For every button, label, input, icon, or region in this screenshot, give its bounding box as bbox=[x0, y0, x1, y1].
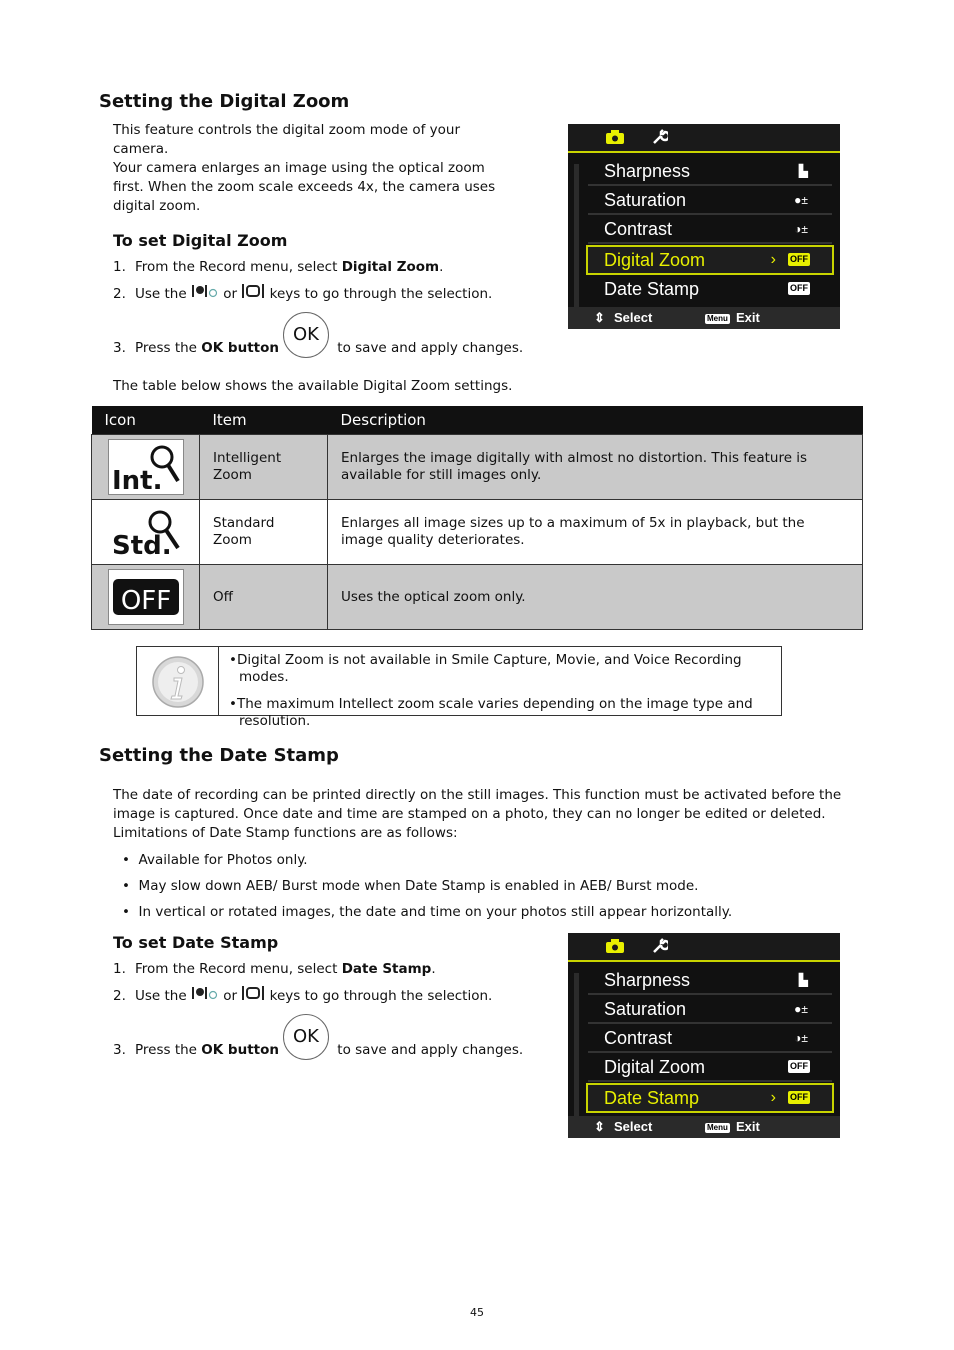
frame-key-icon bbox=[241, 986, 265, 1006]
date-step-2: 2. Use the or keys to go through the selection. bbox=[113, 988, 493, 1004]
digital-zoom-table bbox=[91, 406, 863, 630]
menu-tab-underline bbox=[568, 960, 840, 962]
off-badge: OFF bbox=[790, 1061, 808, 1071]
zoom-intro-1: This feature controls the digital zoom mode of your camera. bbox=[113, 122, 461, 157]
footer-exit-label: Exit bbox=[736, 1119, 760, 1134]
table-cell-description: Enlarges the image digitally with almost no distortion. This feature is available for still images only. bbox=[328, 435, 863, 500]
section-title-date-stamp: Setting the Date Stamp bbox=[99, 745, 339, 766]
camera-tab-icon bbox=[606, 130, 624, 144]
off-zoom-icon bbox=[108, 569, 184, 625]
ok-button-icon: OK bbox=[283, 312, 329, 358]
face-key-icon bbox=[191, 986, 219, 1006]
contrast-icon: ◑± bbox=[794, 222, 808, 236]
table-header: Icon bbox=[92, 406, 200, 435]
zoom-step-3: 3. Press the OK buttonOK to save and apply changes. bbox=[113, 312, 523, 358]
updown-arrows-icon: ⇕ bbox=[594, 1119, 605, 1134]
table-cell-item: Off bbox=[200, 565, 328, 630]
menu-footer bbox=[568, 1116, 840, 1138]
saturation-icon: ●± bbox=[794, 1002, 808, 1016]
menu-tab-bar bbox=[568, 933, 840, 961]
info-icon bbox=[151, 655, 205, 709]
menu-scrollbar bbox=[574, 973, 579, 1123]
table-cell-description: Uses the optical zoom only. bbox=[328, 565, 863, 630]
face-key-icon bbox=[191, 284, 219, 304]
off-badge: OFF bbox=[790, 283, 808, 293]
date-bullet-1: • Available for Photos only. bbox=[122, 852, 308, 868]
table-cell-item: Intelligent Zoom bbox=[200, 435, 328, 500]
zoom-step-1: 1. From the Record menu, select Digital Zoom. bbox=[113, 259, 444, 275]
wrench-tab-icon bbox=[652, 938, 668, 954]
menu-item-date-stamp: Date Stamp OFF bbox=[604, 279, 808, 299]
table-row bbox=[92, 500, 863, 565]
menu-scrollbar bbox=[574, 164, 579, 314]
table-header: Item bbox=[200, 406, 328, 435]
off-badge: OFF bbox=[790, 254, 808, 264]
sharpness-icon: ▙ bbox=[798, 973, 808, 987]
menu-key-icon: Menu bbox=[707, 313, 728, 323]
subtitle-set-digital-zoom: To set Digital Zoom bbox=[113, 231, 288, 250]
table-header: Description bbox=[328, 406, 863, 435]
chevron-right-icon: › bbox=[770, 1089, 776, 1106]
menu-item-saturation: Saturation ●± bbox=[588, 187, 832, 215]
info-icon-cell bbox=[137, 647, 219, 715]
off-zoom-icon-text: OFF bbox=[120, 586, 171, 616]
menu-item-date-stamp-selected: Date Stamp › OFF bbox=[586, 1083, 834, 1113]
menu-key-icon: Menu bbox=[707, 1122, 728, 1132]
intelligent-zoom-icon-text: Int. bbox=[111, 466, 162, 493]
table-cell-description: Enlarges all image sizes up to a maximum of 5x in playback, but the image quality deteriorates. bbox=[328, 500, 863, 565]
table-row bbox=[92, 565, 863, 630]
menu-item-sharpness: Sharpness ▙ bbox=[588, 158, 832, 186]
menu-item-sharpness: Sharpness ▙ bbox=[588, 967, 832, 995]
menu-item-saturation: Saturation ●± bbox=[588, 996, 832, 1024]
menu-item-contrast: Contrast ◑± bbox=[588, 216, 832, 244]
saturation-icon: ●± bbox=[794, 193, 808, 207]
footer-select-label: Select bbox=[614, 1119, 653, 1134]
ok-button-icon: OK bbox=[283, 1014, 329, 1060]
menu-tab-underline bbox=[568, 151, 840, 153]
camera-tab-icon bbox=[606, 939, 624, 953]
frame-key-icon bbox=[241, 284, 265, 304]
subtitle-set-date-stamp: To set Date Stamp bbox=[113, 933, 279, 952]
date-limits: Limitations of Date Stamp functions are as follows: bbox=[113, 825, 458, 841]
note-bullet-2: •The maximum Intellect zoom scale varies depending on the image type and resolution. bbox=[229, 696, 753, 729]
footer-select-label: Select bbox=[614, 310, 653, 325]
note-bullet-1: •Digital Zoom is not available in Smile Capture, Movie, and Voice Recording modes. bbox=[229, 652, 742, 685]
menu-item-digital-zoom: Digital Zoom OFF bbox=[588, 1054, 832, 1082]
menu-item-digital-zoom-selected: Digital Zoom › OFF bbox=[586, 245, 834, 275]
wrench-tab-icon bbox=[652, 129, 668, 145]
contrast-icon: ◑± bbox=[794, 1031, 808, 1045]
page-number: 45 bbox=[470, 1306, 484, 1319]
menu-tab-bar bbox=[568, 124, 840, 152]
date-bullet-3: • In vertical or rotated images, the date and time on your photos still appear horizontally. bbox=[122, 904, 733, 920]
date-step-3: 3. Press the OK buttonOK to save and apply changes. bbox=[113, 1014, 523, 1060]
chevron-right-icon: › bbox=[770, 251, 776, 268]
camera-menu-screenshot-digital-zoom bbox=[568, 124, 840, 329]
note-text bbox=[229, 652, 774, 730]
off-badge: OFF bbox=[790, 1092, 808, 1102]
section-title-digital-zoom: Setting the Digital Zoom bbox=[99, 91, 350, 112]
intelligent-zoom-icon bbox=[108, 439, 184, 495]
camera-menu-screenshot-date-stamp bbox=[568, 933, 840, 1138]
table-row bbox=[92, 435, 863, 500]
zoom-intro-2: Your camera enlarges an image using the optical zoom first. When the zoom scale exceeds 4x, the camera uses digital zoom. bbox=[113, 160, 496, 214]
table-caption: The table below shows the available Digital Zoom settings. bbox=[113, 378, 513, 394]
date-bullet-2: • May slow down AEB/ Burst mode when Date Stamp is enabled in AEB/ Burst mode. bbox=[122, 878, 699, 894]
menu-footer bbox=[568, 307, 840, 329]
table-header-row bbox=[92, 406, 863, 435]
updown-arrows-icon: ⇕ bbox=[594, 310, 605, 325]
standard-zoom-icon bbox=[109, 505, 183, 559]
date-step-1: 1. From the Record menu, select Date Stamp. bbox=[113, 961, 436, 977]
footer-exit-label: Exit bbox=[736, 310, 760, 325]
menu-item-contrast: Contrast ◑± bbox=[588, 1025, 832, 1053]
standard-zoom-icon-text: Std. bbox=[111, 531, 172, 558]
sharpness-icon: ▙ bbox=[798, 164, 808, 178]
date-intro: The date of recording can be printed directly on the still images. This function must be activated before the image is captured. Once date and time are stamped on a photo, they can no longer be edited or deleted. bbox=[113, 787, 842, 822]
note-box bbox=[136, 646, 782, 729]
table-cell-item: Standard Zoom bbox=[200, 500, 328, 565]
zoom-step-2: 2. Use the or keys to go through the selection. bbox=[113, 286, 493, 302]
